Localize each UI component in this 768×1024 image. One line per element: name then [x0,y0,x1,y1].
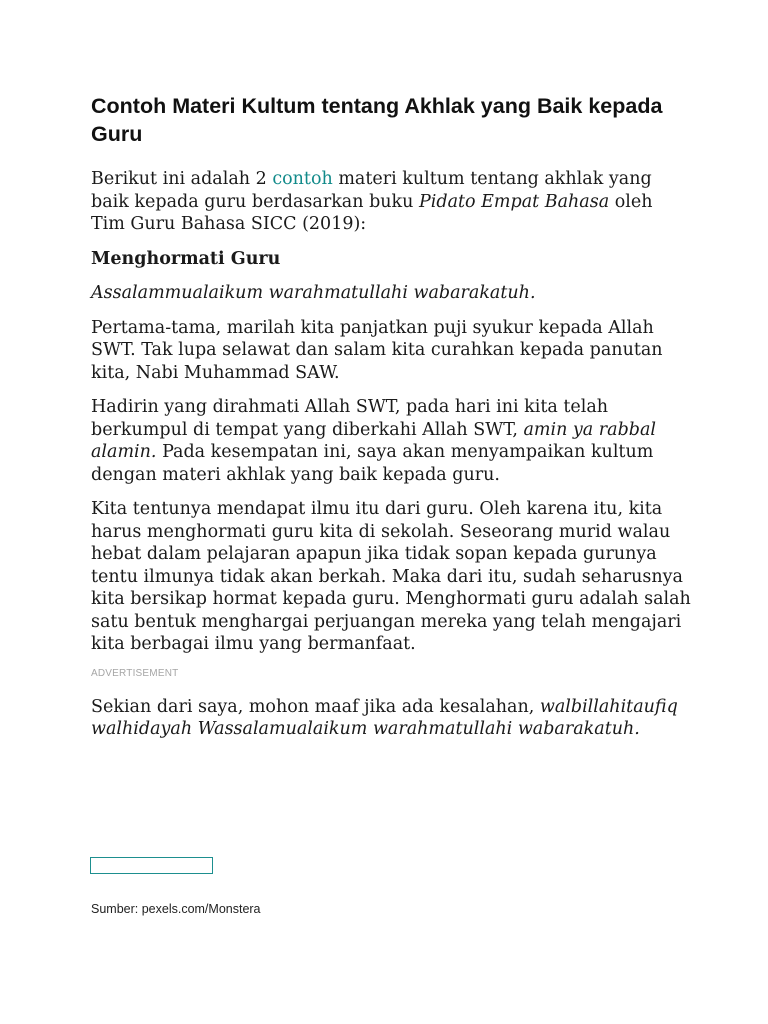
section-heading: Menghormati Guru [91,248,281,269]
paragraph-3: Kita tentunya mendapat ilmu itu dari guru. Oleh karena itu, kita harus menghormati guru kita di sekolah. Seseorang murid walau hebat dalam pelajaran apapun jika tidak sopan kepada gurunya tentu ilmunya tidak akan berkah. Maka dari itu, sudah seharusnya kita bersikap hormat kepada guru. Menghormati guru adalah salah satu bentuk menghargai perjuangan mereka yang telah mengajari kita berbagai ilmu yang bermanfaat. [91,499,691,654]
closing-paragraph [91,696,691,741]
intro-text-start: Berikut ini adalah 2 [91,169,273,189]
article-body [91,92,691,753]
image-source-caption: Sumber: pexels.com/Monstera [91,902,261,916]
contoh-link[interactable]: contoh [272,169,333,189]
closing-italic: walbillahitaufiq walhidayah Wassalamualaikum warahmatullahi wabarakatuh. [91,696,678,739]
advertisement-box[interactable] [90,857,213,874]
intro-text-end: oleh Tim Guru Bahasa SICC (2019): [91,191,653,234]
paragraph-1: Pertama-tama, marilah kita panjatkan puji syukur kepada Allah SWT. Tak lupa selawat dan salam kita curahkan kepada panutan kita, Nabi Muhammad SAW. [91,317,663,383]
advertisement-label: ADVERTISEMENT [91,667,179,679]
paragraph-2-italic: amin ya rabbal alamin. [91,419,657,462]
book-title: Pidato Empat Bahasa [419,191,610,212]
closing-text: Sekian dari saya, mohon maaf jika ada kesalahan, [91,696,540,717]
paragraph-2-end: Pada kesempatan ini, saya akan menyampaikan kultum dengan materi akhlak yang baik kepada guru. [91,442,654,485]
intro-text-middle: materi kultum tentang akhlak yang baik kepada guru berdasarkan buku [91,169,652,212]
paragraph-2 [91,396,691,486]
article-title: Contoh Materi Kultum tentang Akhlak yang Baik kepada Guru [91,94,663,146]
paragraph-2-start: Hadirin yang dirahmati Allah SWT, pada hari ini kita telah berkumpul di tempat yang diberkahi Allah SWT, [91,397,609,440]
intro-paragraph [91,168,691,236]
greeting-paragraph: Assalammualaikum warahmatullahi wabarakatuh. [91,283,536,303]
